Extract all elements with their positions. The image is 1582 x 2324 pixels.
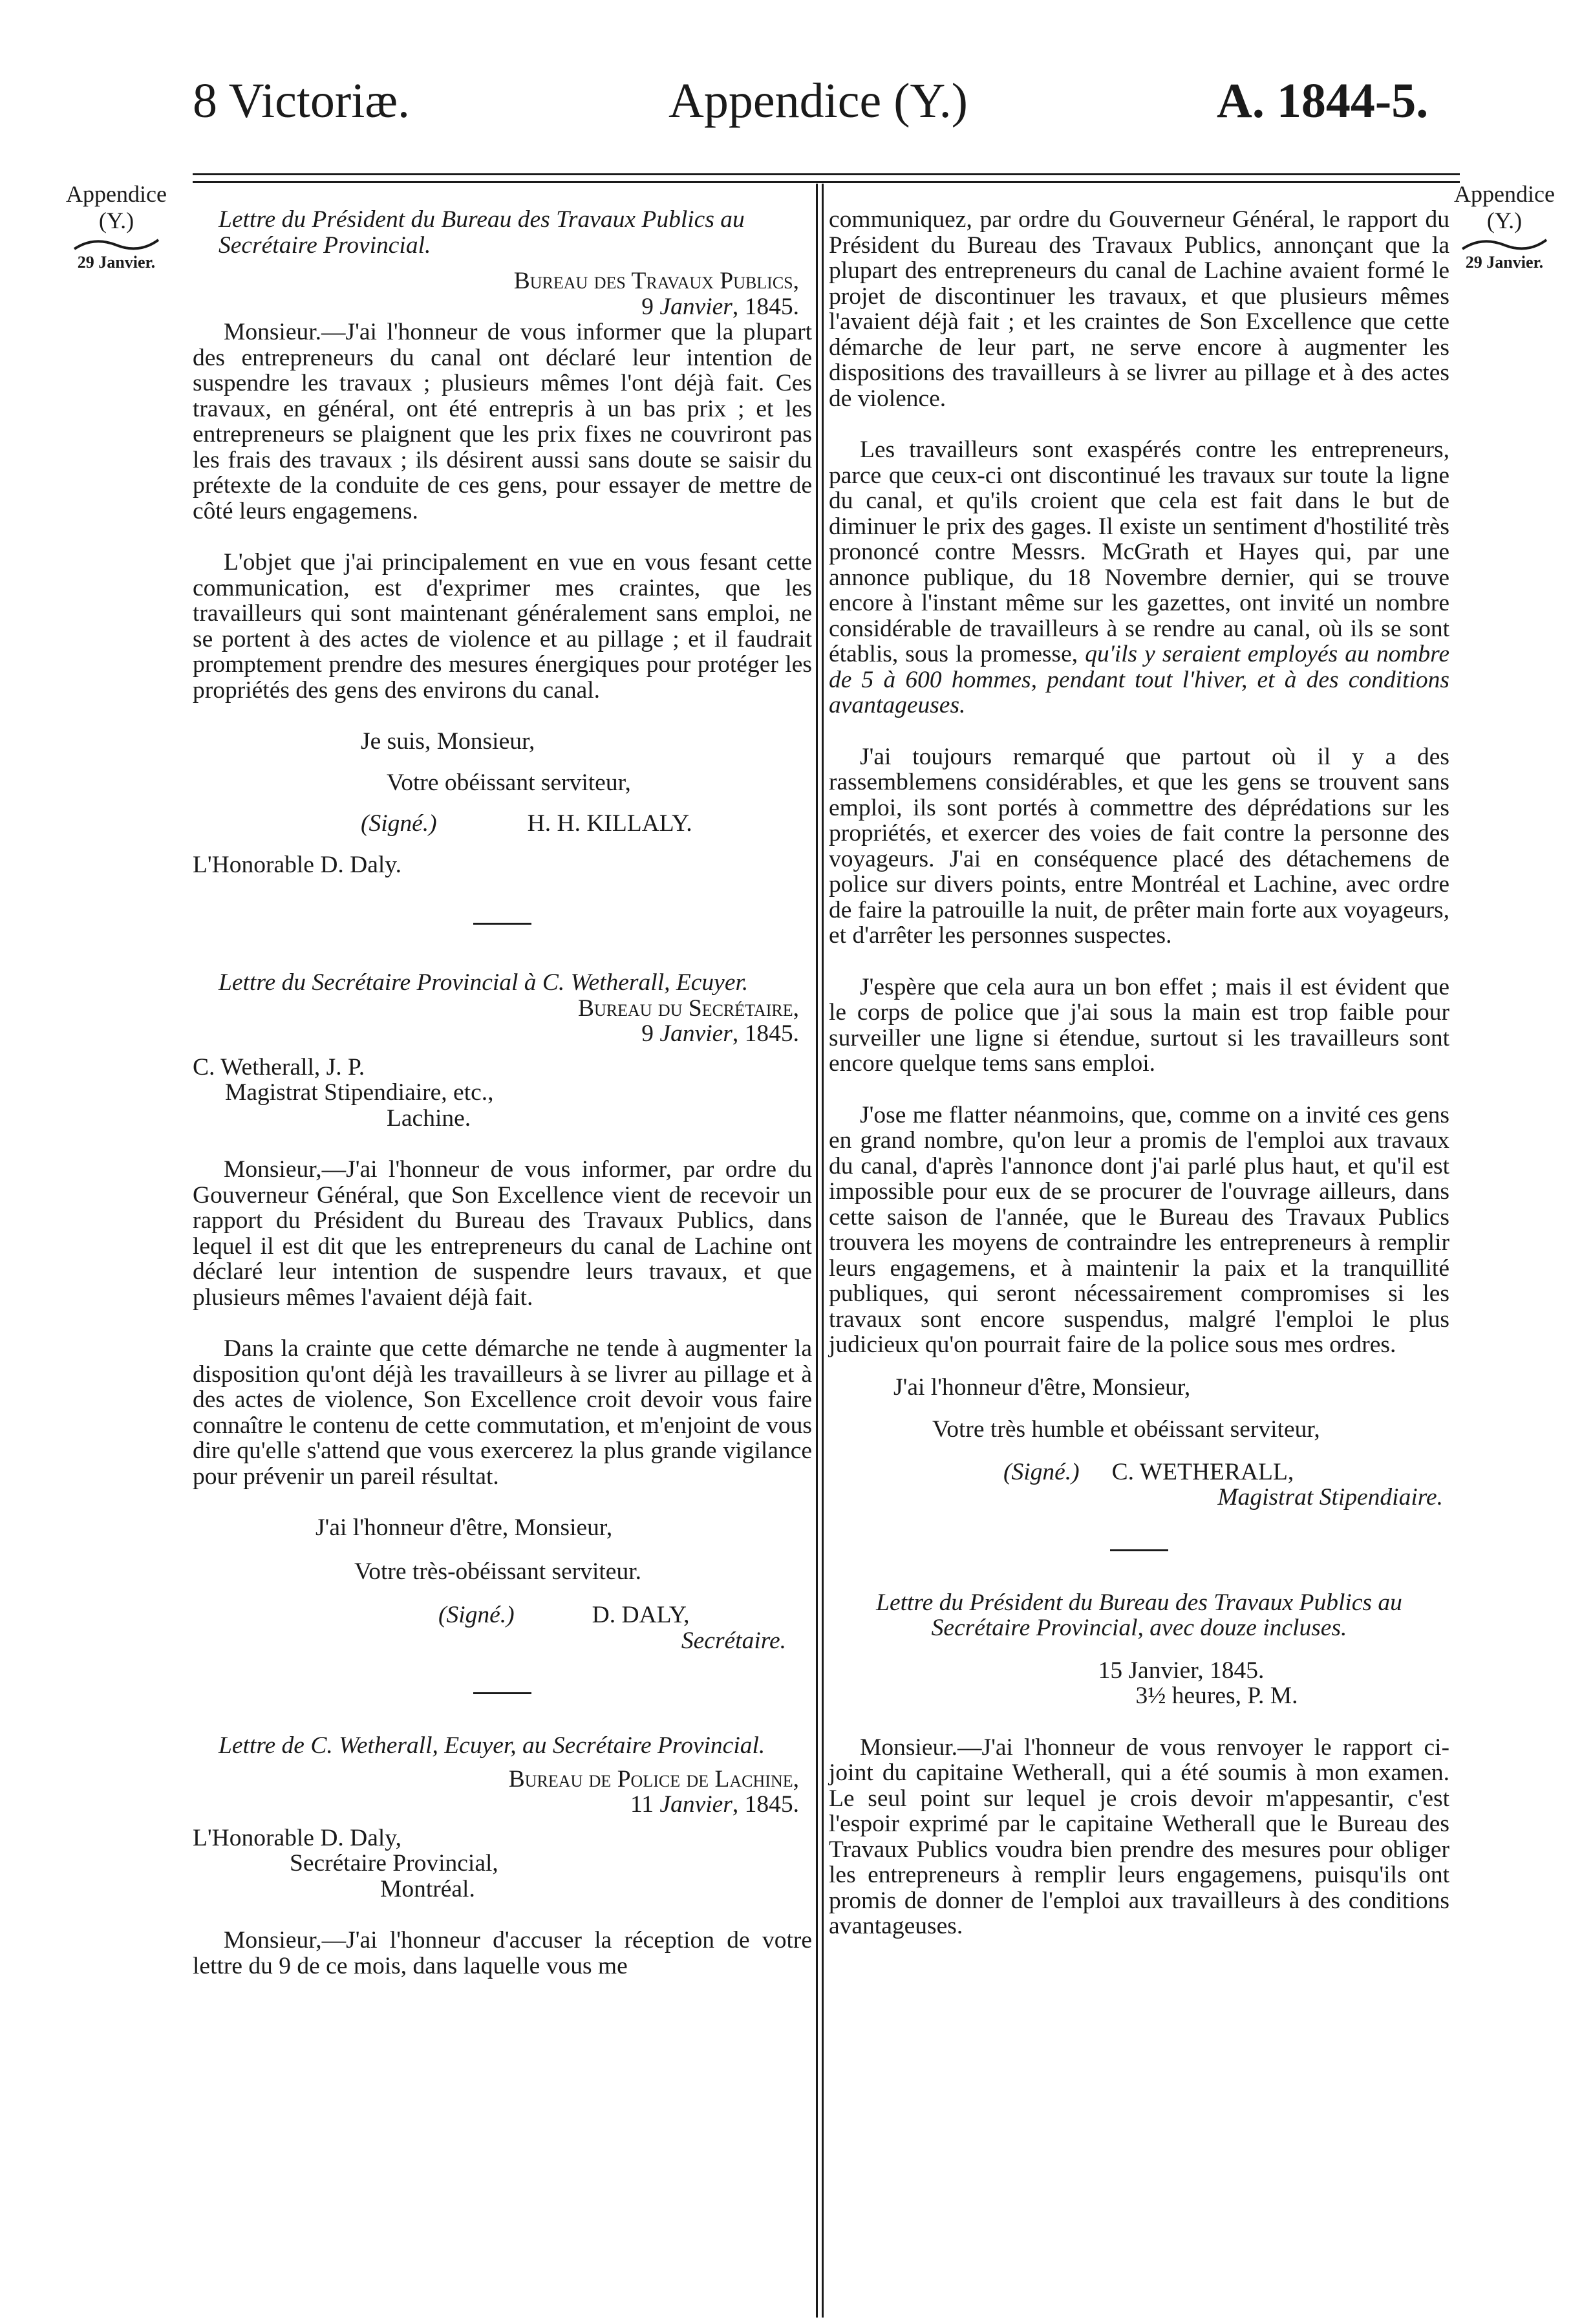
letter-place: Bureau du Secrétaire, bbox=[577, 995, 799, 1022]
margin-note-left bbox=[52, 181, 181, 272]
margin-date: 29 Janvier. bbox=[77, 252, 156, 272]
letter-paragraph: communiquez, par ordre du Gouverneur Général, le rapport du Président du Bureau des Travaux Publics, annonçant que la plupart des entrepreneurs du canal de Lachine avaient formé le projet de discontinuer les travaux, et que plusieurs mêmes l'avaient déjà fait ; et les craintes de Son Excellence que cette démarche de leur part, ne serve encore à augmenter les dispositions des travailleurs à se livrer au pillage et à des actes de violence. bbox=[829, 206, 1449, 412]
signature-label: (Signé.) bbox=[438, 1602, 515, 1628]
recipient-line: Magistrat Stipendiaire, etc., bbox=[225, 1079, 494, 1106]
date-day: 11 bbox=[630, 1791, 654, 1818]
recipient-line: C. Wetherall, J. P. bbox=[193, 1053, 365, 1081]
letter-paragraph: Dans la crainte que cette démarche ne tende à augmenter la disposition qu'ont déjà les travailleurs à se livrer au pillage et à des actes de violence, Son Excellence croit devoir vous faire connaître le contenu de cette commutation, et m'enjoint de vous dire qu'elle s'attend que vous exercerez la plus grande vigilance pour prévenir un pareil résultat. bbox=[193, 1335, 812, 1490]
letter-paragraph: J'espère que cela aura un bon effet ; mais il est évident que le corps de police que j'ai sous la main est trop faible pour surveiller une ligne si étendue, surtout si les travailleurs sont encore quelque tems sans emploi. bbox=[829, 973, 1449, 1077]
margin-sub: (Y.) bbox=[98, 208, 134, 234]
closing-line: Votre très-obéissant serviteur. bbox=[354, 1558, 641, 1585]
signature bbox=[193, 1602, 812, 1628]
section-rule bbox=[473, 923, 531, 925]
date-year: , 1845. bbox=[732, 1020, 799, 1047]
date-day: 9 bbox=[641, 293, 654, 320]
paragraph-emphasis: qu'ils y seraient employés au nombre de 5 à 600 hommes, pendant tout l'hiver, et à des conditions avantageuses. bbox=[829, 641, 1449, 718]
margin-label: Appendice bbox=[1454, 181, 1555, 207]
date-month: Janvier bbox=[659, 1020, 732, 1047]
date-month: Janvier bbox=[659, 293, 732, 320]
signature-label: (Signé.) bbox=[361, 810, 437, 837]
header-rule-top bbox=[193, 173, 1460, 175]
letter-title: Lettre de C. Wetherall, Ecuyer, au Secrétaire Provincial. bbox=[219, 1732, 765, 1759]
margin-sub: (Y.) bbox=[1486, 208, 1523, 234]
recipient-line: Lachine. bbox=[387, 1104, 471, 1132]
signature-label: (Signé.) bbox=[1003, 1458, 1080, 1485]
letter-time: 3½ heures, P. M. bbox=[1135, 1683, 1298, 1709]
column-divider-left bbox=[816, 184, 818, 2318]
addressee: L'Honorable D. Daly. bbox=[193, 851, 401, 878]
letter-title: Lettre du Président du Bureau des Travaux Publics au Secrétaire Provincial. bbox=[219, 206, 745, 259]
flourish-icon bbox=[71, 235, 162, 253]
date-day: 9 bbox=[641, 1020, 654, 1047]
header-year: A. 1844-5. bbox=[1217, 74, 1429, 128]
date-year: , 1845. bbox=[732, 1791, 799, 1818]
margin-note-right bbox=[1437, 181, 1572, 272]
letter-paragraph: Monsieur.—J'ai l'honneur de vous informer que la plupart des entrepreneurs du canal ont déclaré leur intention de suspendre les travaux ; plusieurs mêmes l'ont déjà fait. Ces travaux, en général, ont été entrepris à un bas prix ; et les entrepreneurs se plaignent que les prix fixes ne couvriront pas les frais des travaux ; ils désirent aussi sans doute se saisir du prétexte de la conduite de ces gens, pour essayer de mettre de côté leurs engagemens. bbox=[193, 319, 812, 524]
letter-paragraph: J'ose me flatter néanmoins, que, comme on a invité ces gens en grand nombre, qu'on leur a promis de l'emploi aux travaux du canal, d'après l'annonce dont j'ai parlé plus haut, et qu'il est impossible pour eux de se procurer de l'ouvrage ailleurs, dans cette saison de l'année, que le Bureau des Travaux Publics trouvera les moyens de contraindre les entrepreneurs à remplir leurs engagemens, et à maintenir la paix et la tranquillité publiques, qui seront nécessairement compromises si les travaux sont encore suspendus, malgré l'emploi le plus judicieux qu'on pourrait faire de la police sous mes ordres. bbox=[829, 1101, 1449, 1358]
letter-date bbox=[193, 1792, 812, 1818]
letter-paragraph: J'ai toujours remarqué que partout où il y a des rassemblemens considérables, et que les gens se trouvent sans emploi, ils sont portés à commettre des déprédations sur les propriétés, et exercer des voies de fait contre la personne des voyageurs. J'ai en conséquence placé des détachemens de police sur divers points, entre Montréal et Lachine, avec ordre de faire la patrouille la nuit, de prêter main forte aux voyageurs, et d'arrêter les personnes suspectes. bbox=[829, 743, 1449, 949]
closing-line: Votre très humble et obéissant serviteur, bbox=[932, 1416, 1320, 1443]
margin-label: Appendice bbox=[66, 181, 167, 207]
left-column bbox=[193, 207, 812, 1979]
signature bbox=[829, 1459, 1449, 1485]
column-divider-right bbox=[822, 184, 824, 2318]
letter-paragraph: Monsieur,—J'ai l'honneur de vous informer, par ordre du Gouverneur Général, que Son Excellence vient de recevoir un rapport du Président du Bureau des Travaux Publics, dans lequel il est dit que les entrepreneurs du canal de Lachine ont déclaré leur intention de suspendre leurs travaux, et que plusieurs mêmes l'avaient déjà fait. bbox=[193, 1156, 812, 1311]
right-column bbox=[829, 207, 1449, 1939]
section-rule bbox=[473, 1692, 531, 1694]
letter-date: 15 Janvier, 1845. bbox=[1098, 1657, 1265, 1684]
letter-date bbox=[193, 294, 812, 320]
signature-title: Secrétaire. bbox=[681, 1627, 786, 1654]
letter-title: Lettre du Secrétaire Provincial à C. Wetherall, Ecuyer. bbox=[219, 969, 749, 996]
closing-line: Votre obéissant serviteur, bbox=[387, 769, 631, 796]
header-appendix: Appendice (Y.) bbox=[668, 74, 968, 128]
closing-line: J'ai l'honneur d'être, Monsieur, bbox=[893, 1373, 1191, 1401]
signature-name: H. H. KILLALY. bbox=[527, 810, 692, 837]
letter-paragraph: Monsieur,—J'ai l'honneur d'accuser la réception de votre lettre du 9 de ce mois, dans laquelle vous me bbox=[193, 1927, 812, 1979]
letter-title: Lettre du Président du Bureau des Travaux Publics au Secrétaire Provincial, avec douze incluses. bbox=[876, 1589, 1402, 1641]
margin-date: 29 Janvier. bbox=[1465, 252, 1544, 272]
date-month: Janvier bbox=[659, 1791, 732, 1818]
date-year: , 1845. bbox=[732, 293, 799, 320]
header-rule-bottom bbox=[193, 181, 1460, 183]
paragraph-text: Les travailleurs sont exaspérés contre les entrepreneurs, parce que ceux-ci ont discontinué les travaux sur toute la ligne du canal, et qu'ils croient que cela est fait dans le but de diminuer le prix des gages. Il existe un sentiment d'hostilité très prononcé contre Messrs. McGrath et Hayes qui, par une annonce publique, du 18 Novembre dernier, qui se trouve encore à l'instant même sur les gazettes, ont invité un nombre considérable de travailleurs à se rendre au canal, où ils se sont établis, sous la promesse, bbox=[829, 436, 1449, 667]
closing-line: J'ai l'honneur d'être, Monsieur, bbox=[315, 1514, 613, 1541]
letter-place: Bureau des Travaux Publics, bbox=[513, 268, 799, 294]
letter-paragraph: L'objet que j'ai principalement en vue en vous fesant cette communication, est d'exprimer mes craintes, que les travailleurs qui sont maintenant généralement sans emploi, ne se portent à des actes de violence et au pillage ; et il faudrait promptement prendre des mesures énergiques pour protéger les propriétés des gens des environs du canal. bbox=[193, 549, 812, 704]
signature bbox=[193, 811, 812, 837]
closing-line: Je suis, Monsieur, bbox=[361, 728, 535, 755]
header-session: 8 Victoriæ. bbox=[193, 74, 411, 128]
letter-place: Bureau de Police de Lachine, bbox=[508, 1765, 799, 1792]
recipient-line: Montréal. bbox=[380, 1875, 475, 1902]
recipient-line: L'Honorable D. Daly, bbox=[193, 1824, 401, 1851]
section-rule bbox=[1110, 1549, 1168, 1551]
signature-name: C. WETHERALL, bbox=[1111, 1458, 1294, 1485]
signature-title: Magistrat Stipendiaire. bbox=[1217, 1484, 1443, 1511]
flourish-icon bbox=[1459, 235, 1550, 253]
letter-paragraph: Monsieur.—J'ai l'honneur de vous renvoyer le rapport ci-joint du capitaine Wetherall, qui a été soumis à mon examen. Le seul point sur lequel je crois devoir m'appesantir, c'est l'espoir exprimé par le capitaine Wetherall que le Bureau des Travaux Publics voudra bien prendre des mesures pour obliger les entrepreneurs à remplir leurs engagemens, puisqu'ils ont promis de donner de l'emploi aux travailleurs à des conditions avantageuses. bbox=[829, 1734, 1449, 1939]
recipient-line: Secrétaire Provincial, bbox=[290, 1850, 498, 1877]
letter-paragraph bbox=[829, 437, 1449, 718]
letter-date bbox=[193, 1021, 812, 1047]
signature-name: D. DALY, bbox=[592, 1602, 690, 1628]
